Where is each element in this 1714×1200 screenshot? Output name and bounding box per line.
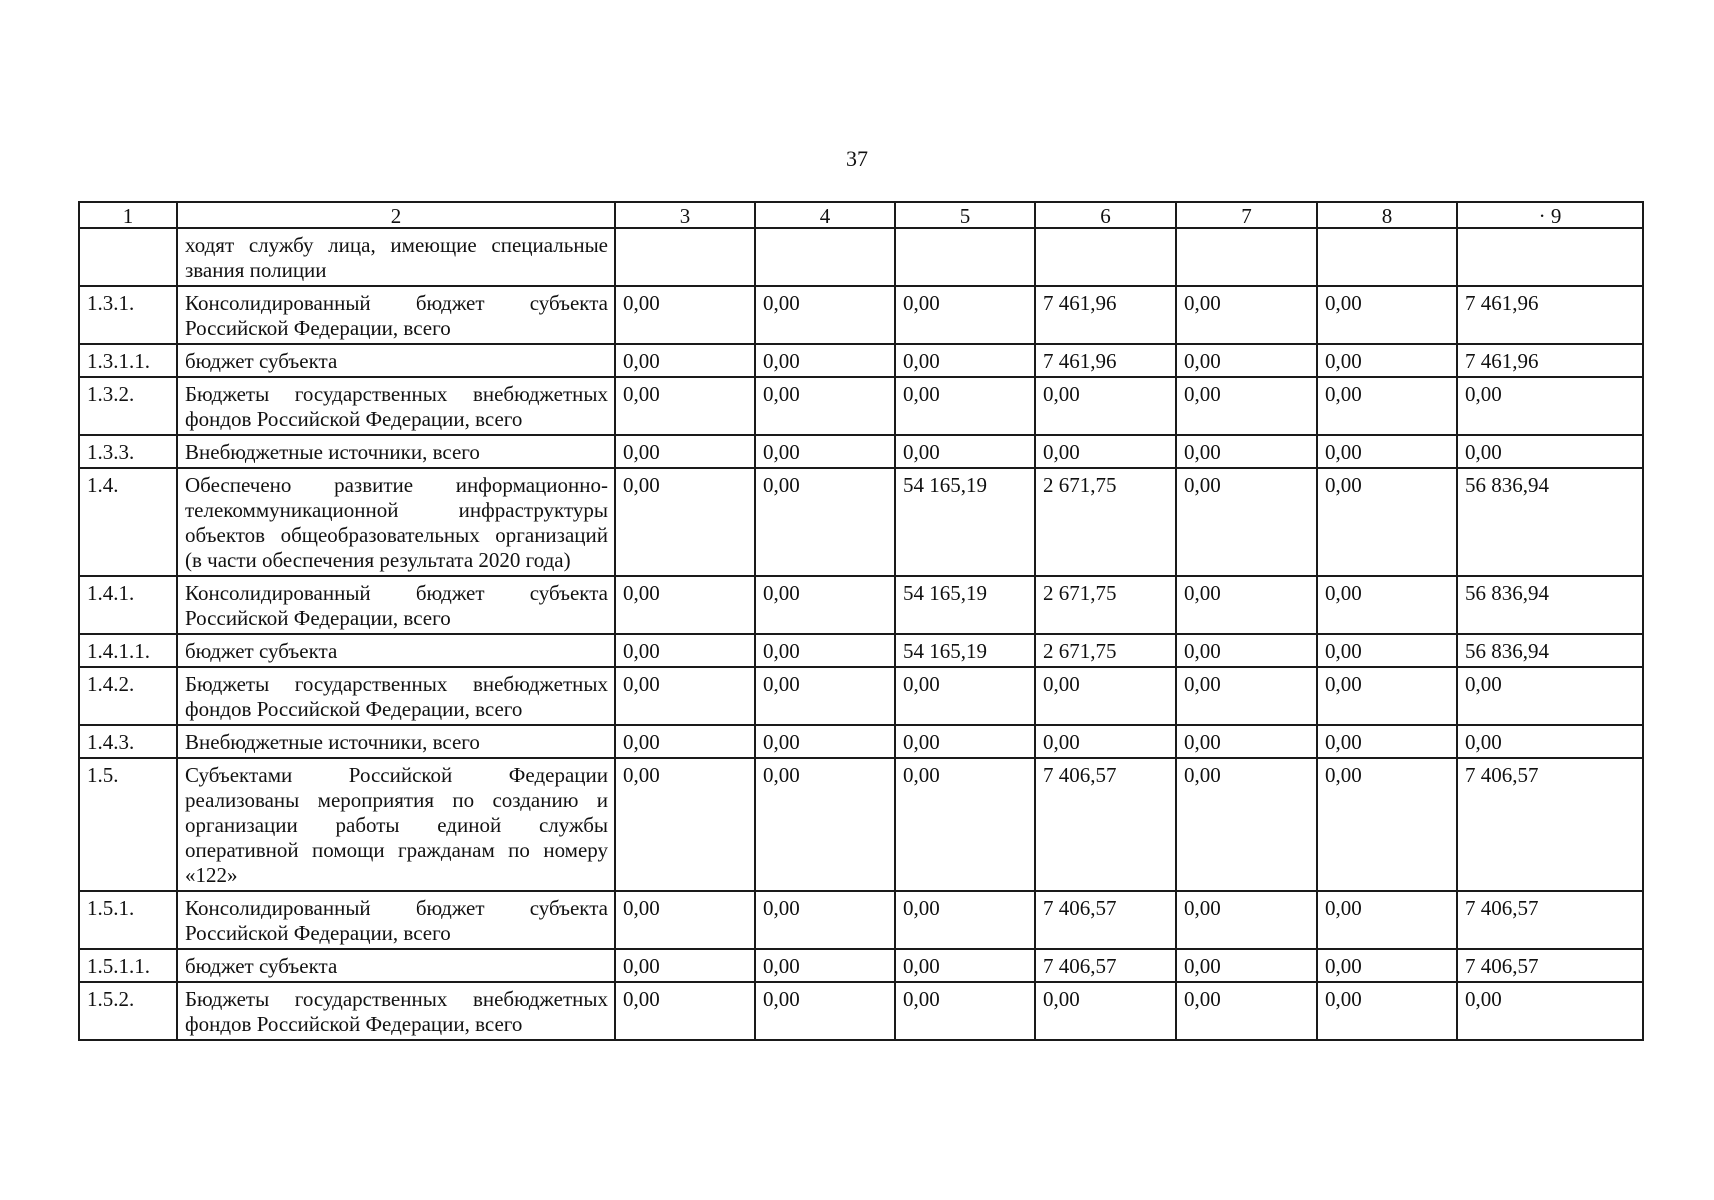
value-cell: 7 406,57: [1035, 949, 1176, 982]
row-description: Внебюджетные источники, всего: [177, 725, 615, 758]
value-cell: 0,00: [895, 725, 1035, 758]
value-cell: 0,00: [1317, 725, 1457, 758]
value-cell: 54 165,19: [895, 576, 1035, 634]
value-cell: 2 671,75: [1035, 634, 1176, 667]
column-number-header: · 9: [1457, 202, 1643, 228]
column-number-header: 8: [1317, 202, 1457, 228]
value-cell: 0,00: [1035, 667, 1176, 725]
table-row: [79, 468, 1643, 576]
column-number-header: 6: [1035, 202, 1176, 228]
value-cell: 7 461,96: [1035, 344, 1176, 377]
value-cell: 0,00: [755, 435, 895, 468]
value-cell: 0,00: [755, 725, 895, 758]
row-code: 1.3.2.: [79, 377, 177, 435]
table-row: [79, 891, 1643, 949]
value-cell: 0,00: [615, 725, 755, 758]
row-code: 1.5.: [79, 758, 177, 891]
value-cell: 0,00: [615, 344, 755, 377]
budget-table: [78, 201, 1644, 1041]
value-cell: 0,00: [1035, 377, 1176, 435]
value-cell: 0,00: [1457, 725, 1643, 758]
value-cell: 0,00: [615, 435, 755, 468]
value-cell: [755, 228, 895, 286]
value-cell: 0,00: [1176, 377, 1317, 435]
value-cell: 0,00: [895, 982, 1035, 1040]
value-cell: 2 671,75: [1035, 468, 1176, 576]
value-cell: 0,00: [1035, 725, 1176, 758]
value-cell: 0,00: [1317, 758, 1457, 891]
value-cell: 0,00: [755, 891, 895, 949]
value-cell: 0,00: [895, 377, 1035, 435]
value-cell: 0,00: [1457, 435, 1643, 468]
row-code: 1.5.1.1.: [79, 949, 177, 982]
value-cell: 7 406,57: [1457, 891, 1643, 949]
value-cell: 56 836,94: [1457, 576, 1643, 634]
value-cell: 0,00: [895, 667, 1035, 725]
value-cell: 0,00: [895, 758, 1035, 891]
value-cell: 0,00: [1317, 634, 1457, 667]
value-cell: 7 406,57: [1035, 758, 1176, 891]
column-number-header: 5: [895, 202, 1035, 228]
value-cell: 0,00: [1317, 468, 1457, 576]
value-cell: 0,00: [1176, 725, 1317, 758]
value-cell: 0,00: [1317, 286, 1457, 344]
value-cell: 0,00: [615, 949, 755, 982]
value-cell: 0,00: [755, 667, 895, 725]
value-cell: 0,00: [1176, 286, 1317, 344]
row-code: 1.5.1.: [79, 891, 177, 949]
value-cell: 0,00: [1317, 576, 1457, 634]
value-cell: 0,00: [615, 468, 755, 576]
page-number: 37: [846, 146, 868, 171]
table-row: [79, 435, 1643, 468]
table-body: [79, 228, 1643, 1040]
value-cell: 0,00: [1457, 667, 1643, 725]
table-row: [79, 576, 1643, 634]
row-code: 1.5.2.: [79, 982, 177, 1040]
value-cell: 0,00: [755, 982, 895, 1040]
value-cell: 0,00: [1176, 576, 1317, 634]
row-code: 1.4.: [79, 468, 177, 576]
value-cell: 0,00: [1035, 435, 1176, 468]
row-description: Субъектами Российской Федерации реализованы мероприятия по созданию и организации работы единой службы оперативной помощи гражданам по номеру «122»: [177, 758, 615, 891]
value-cell: 7 461,96: [1457, 286, 1643, 344]
value-cell: 0,00: [615, 377, 755, 435]
table-row: [79, 286, 1643, 344]
value-cell: 0,00: [615, 576, 755, 634]
row-description: бюджет субъекта: [177, 949, 615, 982]
table-row: [79, 758, 1643, 891]
value-cell: 0,00: [615, 286, 755, 344]
column-number-header: 2: [177, 202, 615, 228]
value-cell: 0,00: [1317, 982, 1457, 1040]
table-row: [79, 725, 1643, 758]
value-cell: [615, 228, 755, 286]
value-cell: 2 671,75: [1035, 576, 1176, 634]
value-cell: 0,00: [755, 377, 895, 435]
value-cell: 0,00: [1176, 468, 1317, 576]
value-cell: 7 461,96: [1035, 286, 1176, 344]
row-code: 1.3.1.: [79, 286, 177, 344]
value-cell: 0,00: [615, 758, 755, 891]
table-row: [79, 228, 1643, 286]
row-description: Бюджеты государственных внебюджетных фондов Российской Федерации, всего: [177, 667, 615, 725]
value-cell: 0,00: [755, 634, 895, 667]
table-row: [79, 982, 1643, 1040]
value-cell: [895, 228, 1035, 286]
value-cell: 0,00: [1176, 758, 1317, 891]
column-number-header: 3: [615, 202, 755, 228]
value-cell: 0,00: [755, 468, 895, 576]
value-cell: 7 406,57: [1035, 891, 1176, 949]
value-cell: 0,00: [755, 344, 895, 377]
row-description: бюджет субъекта: [177, 634, 615, 667]
row-description: Консолидированный бюджет субъекта Российской Федерации, всего: [177, 286, 615, 344]
row-code: 1.4.1.: [79, 576, 177, 634]
value-cell: [1457, 228, 1643, 286]
table-row: [79, 949, 1643, 982]
value-cell: 0,00: [895, 435, 1035, 468]
value-cell: 0,00: [615, 891, 755, 949]
value-cell: 0,00: [1176, 891, 1317, 949]
value-cell: 0,00: [1317, 344, 1457, 377]
value-cell: 0,00: [1176, 667, 1317, 725]
value-cell: 0,00: [1317, 435, 1457, 468]
value-cell: 0,00: [755, 758, 895, 891]
row-description: Консолидированный бюджет субъекта Российской Федерации, всего: [177, 576, 615, 634]
value-cell: 0,00: [615, 634, 755, 667]
value-cell: 54 165,19: [895, 468, 1035, 576]
value-cell: 0,00: [1317, 667, 1457, 725]
value-cell: 0,00: [615, 982, 755, 1040]
value-cell: 56 836,94: [1457, 468, 1643, 576]
value-cell: [1317, 228, 1457, 286]
table-row: [79, 344, 1643, 377]
row-description: Консолидированный бюджет субъекта Российской Федерации, всего: [177, 891, 615, 949]
value-cell: 7 406,57: [1457, 758, 1643, 891]
row-code: 1.3.1.1.: [79, 344, 177, 377]
value-cell: 0,00: [615, 667, 755, 725]
row-code: 1.4.2.: [79, 667, 177, 725]
table-row: [79, 667, 1643, 725]
row-code: [79, 228, 177, 286]
row-description: Бюджеты государственных внебюджетных фондов Российской Федерации, всего: [177, 377, 615, 435]
value-cell: 0,00: [755, 286, 895, 344]
column-number-header: 1: [79, 202, 177, 228]
value-cell: 0,00: [755, 949, 895, 982]
value-cell: 0,00: [895, 891, 1035, 949]
row-code: 1.4.1.1.: [79, 634, 177, 667]
value-cell: 0,00: [895, 286, 1035, 344]
row-code: 1.3.3.: [79, 435, 177, 468]
value-cell: 0,00: [1035, 982, 1176, 1040]
column-number-header: 7: [1176, 202, 1317, 228]
row-description: Бюджеты государственных внебюджетных фондов Российской Федерации, всего: [177, 982, 615, 1040]
value-cell: 0,00: [1317, 377, 1457, 435]
value-cell: 54 165,19: [895, 634, 1035, 667]
column-number-row: [79, 202, 1643, 228]
value-cell: 0,00: [1317, 949, 1457, 982]
value-cell: 7 406,57: [1457, 949, 1643, 982]
value-cell: 0,00: [1176, 435, 1317, 468]
value-cell: 0,00: [1457, 982, 1643, 1040]
value-cell: 0,00: [1176, 949, 1317, 982]
value-cell: 0,00: [1176, 344, 1317, 377]
value-cell: 0,00: [1457, 377, 1643, 435]
row-description: Внебюджетные источники, всего: [177, 435, 615, 468]
value-cell: 0,00: [895, 344, 1035, 377]
column-number-header: 4: [755, 202, 895, 228]
row-description: ходят службу лица, имеющие специальные звания полиции: [177, 228, 615, 286]
value-cell: [1035, 228, 1176, 286]
value-cell: 7 461,96: [1457, 344, 1643, 377]
row-description: Обеспечено развитие информационно-телекоммуникационной инфраструктуры объектов общеобразовательных организаций (в части обеспечения результата 2020 года): [177, 468, 615, 576]
table-row: [79, 634, 1643, 667]
value-cell: 0,00: [1317, 891, 1457, 949]
table-row: [79, 377, 1643, 435]
value-cell: 0,00: [895, 949, 1035, 982]
row-description: бюджет субъекта: [177, 344, 615, 377]
value-cell: 0,00: [1176, 634, 1317, 667]
value-cell: 56 836,94: [1457, 634, 1643, 667]
row-code: 1.4.3.: [79, 725, 177, 758]
value-cell: 0,00: [1176, 982, 1317, 1040]
value-cell: 0,00: [755, 576, 895, 634]
value-cell: [1176, 228, 1317, 286]
